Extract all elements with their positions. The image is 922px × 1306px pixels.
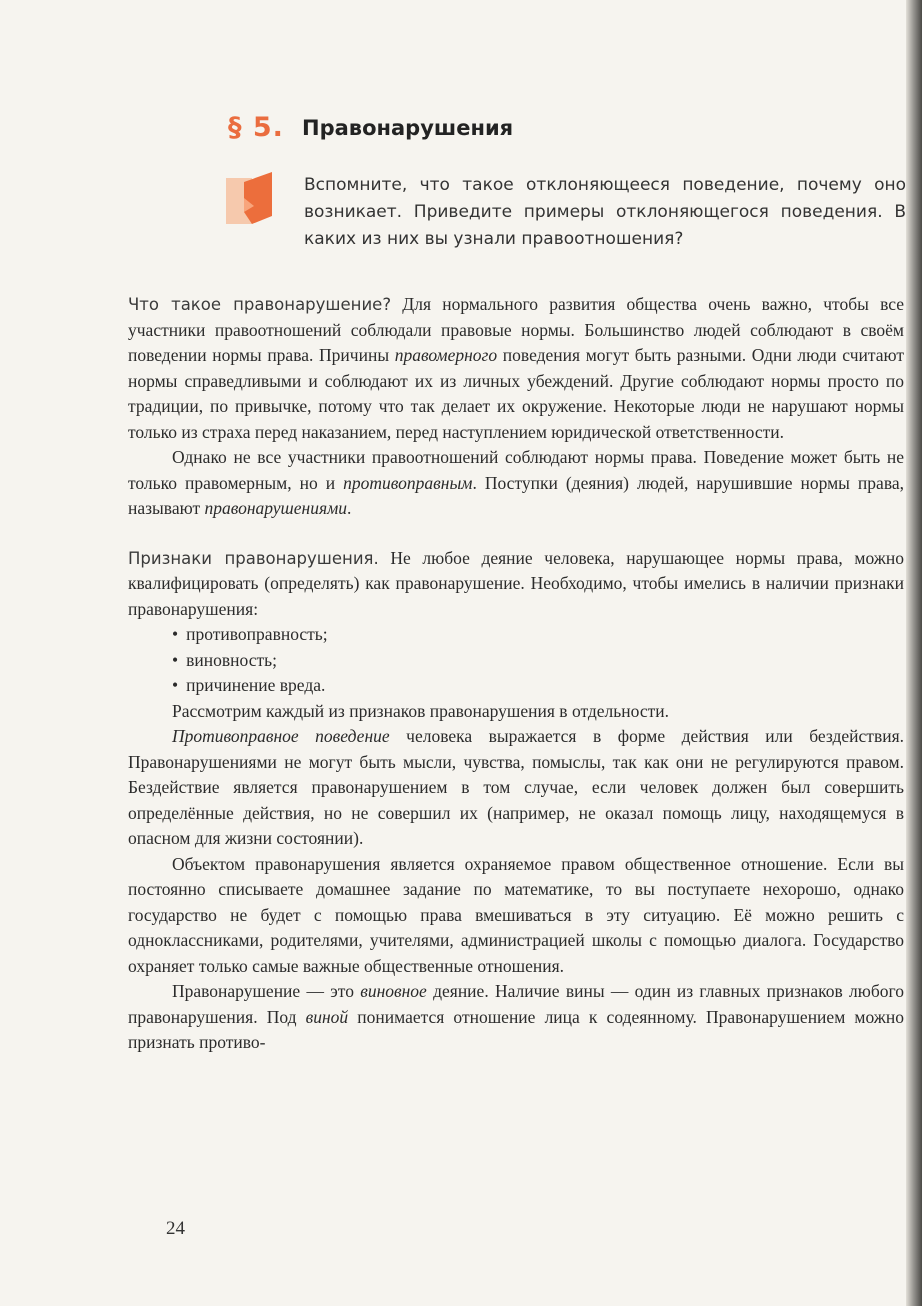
text-span: деяние. Наличие вины — один из главных признаков любого правонарушения. Под [128,981,905,1027]
text-span: Не любое деяние человека, нарушающее нормы права, можно квалифицировать (определять) как правонарушение. Необходимо, чтобы имелись в наличии признаки правонарушения: [128,547,904,619]
text-span: . Поступки (деяния) людей, нарушившие нормы права, называют [128,472,904,518]
orange-question-icon [226,172,274,224]
paragraph-consider: Рассмотрим каждый из признаков правонарушения в отдельности. [172,700,669,721]
page-number: 24 [166,1218,185,1239]
runin-heading-what-is-offense: Что такое правонарушение? [128,295,392,314]
main-text [128,292,904,1056]
emphasis-term: Противоправное поведение [172,726,390,746]
text-span: Для нормального развития общества очень важно, чтобы все участники правоотношений соблюдали правовые нормы. Большинство людей соблюдают в своём поведении нормы права. Причины [128,294,904,365]
list-item: • причинение вреда. [172,673,904,699]
section-title: Правонарушения [302,116,514,140]
paragraph-object: Объектом правонарушения является охраняемое правом общественное отношение. Если вы постоянно списываете домашнее задание по математике, то вы поступаете нехорошо, однако государство не будет с помощью права вмешиваться в эту ситуацию. Её можно решить с одноклассниками, родителями, учителями, администрацией школы с помощью диалога. Государство охраняет только самые важные общественные отношения. [128,853,904,976]
emphasis-term: противоправным [343,472,473,493]
paragraph-unlawful-behavior [128,724,904,852]
emphasis-term: правонарушениями [204,498,348,518]
paragraph-unlawful [128,445,904,522]
text-span: поведения могут быть разными. Одни люди считают нормы справедливыми и соблюдают их из личных убеждений. Другие соблюдают нормы просто по традиции, по привычке, потому что так делает их окружение. Некоторые люди не нарушают нормы только из страха перед наказанием, перед наступлением юридической ответственности. [128,345,904,442]
paragraph-guilt [128,979,904,1056]
text-span: понимается отношение лица к содеянному. Правонарушением можно признать противо- [128,1006,904,1052]
section-header [228,112,514,143]
paragraph-signs [128,546,904,623]
runin-heading-signs: Признаки правонарушения. [128,548,379,568]
emphasis-term: виной [305,1006,349,1027]
text-span: . [347,498,352,518]
page-binding-shadow [906,0,922,1306]
text-span: Однако не все участники правоотношений соблюдают нормы права. Поведение может быть не только правомерным, но и [128,447,904,493]
paragraph-what-is-offense [128,292,904,445]
text-span: человека выражается в форме действия или бездействия. Правонарушениями не могут быть мысли, чувства, помыслы, так как они не регулируются правом. Бездействие является правонарушением в том случае, если человек должен был совершить определённые действия, но не совершил их (например, не оказал помощь лицу, находящемуся в опасном для жизни состоянии). [128,726,904,848]
list-item: • виновность; [172,648,904,674]
review-question: Вспомните, что такое отклоняющееся поведение, почему оно возникает. Приведите примеры отклоняющегося поведения. В каких из них вы узнали правоотношения? [304,175,906,249]
text-span: Правонарушение — это [172,981,361,1001]
emphasis-term: виновное [360,981,427,1001]
emphasis-term: правомерного [394,345,498,365]
signs-list [128,622,904,699]
section-number: § 5. [228,112,284,143]
list-item: • противоправность; [172,622,904,648]
